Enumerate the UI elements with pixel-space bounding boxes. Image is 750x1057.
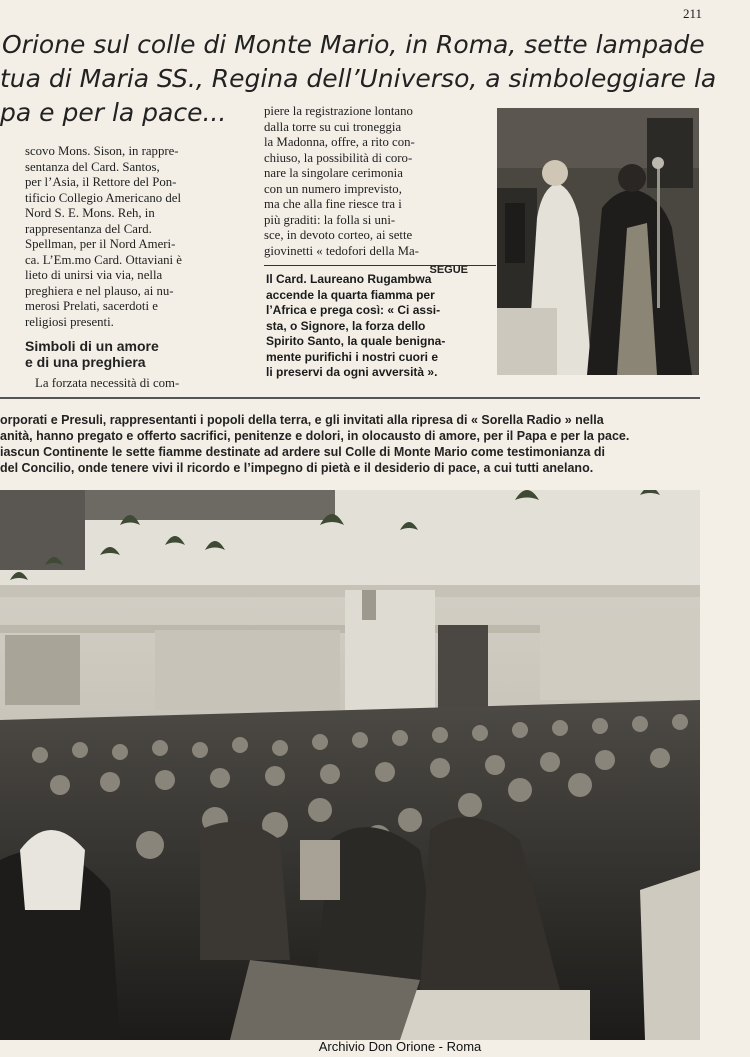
assembly-hall-photo [0, 490, 700, 1040]
col2-line: nare la singolare cerimonia [264, 166, 403, 180]
photo-caption-line: mente purifichi i nostri cuori e [266, 349, 439, 364]
col1-line: ca. L’Em.mo Card. Ottaviani è [25, 252, 182, 267]
col1-line: merosi Prelati, sacerdoti e [25, 299, 158, 313]
col1-line: Spellman, per il Nord Ameri- [25, 237, 176, 251]
col1-line: preghiera e nel plauso, ai nu- [25, 283, 174, 298]
col2-line: piere la registrazione lontano [264, 104, 413, 118]
col1-line: rappresentanza del Card. [25, 221, 152, 236]
col1-line: sentanza del Card. Santos, [25, 159, 160, 174]
col1-line: tificio Collegio Americano del [25, 190, 182, 205]
cardinal-lighting-flame-photo [497, 108, 699, 375]
col2-line: ma che alla fine riesce tra i [264, 197, 402, 211]
subheading-line-2: e di una preghiera [25, 354, 146, 370]
photo-caption-line: Spirito Santo, la quale benigna- [266, 334, 446, 348]
col1-line: lieto di unirsi via via, nella [25, 268, 163, 282]
text-column-2 [264, 104, 468, 279]
col2-line: chiuso, la possibilità di coro- [264, 150, 413, 165]
main-caption-line: del Concilio, onde tenere vivi il ricordo e l’impegno di pietà e il desiderio di pace, a cui tutti anelano. [0, 461, 594, 475]
col2-line: più graditi: la folla si uni- [264, 212, 396, 227]
main-caption-line: iascun Continente le sette fiamme destinate ad ardere sul Colle di Monte Mario come testimonianza di [0, 445, 605, 459]
photo-caption-line: l’Africa e prega così: « Ci assi- [266, 303, 441, 317]
page-number: 211 [682, 6, 702, 21]
photo-caption-line: accende la quarta fiamma per [266, 287, 435, 302]
subheading-line-1: Simboli di un amore [25, 338, 159, 354]
text-column-1 [25, 144, 225, 392]
headline-line-3: pa e per la pace... [0, 98, 227, 127]
col2-line: sce, in devoto corteo, ai sette [264, 228, 413, 242]
col2-line: giovinetti « tedofori della Ma- [264, 243, 419, 258]
col2-line: con un numero imprevisto, [264, 181, 402, 196]
photo-caption-line: sta, o Signore, la forza dello [266, 318, 426, 333]
section-separator [0, 397, 700, 399]
main-caption-line: anità, hanno pregato e offerto sacrifici, penitenze e dolori, in olocausto di amore, per il Papa e per la pace. [0, 429, 630, 443]
caption-divider [264, 265, 496, 266]
photo-caption-line: Il Card. Laureano Rugambwa [266, 272, 432, 286]
segue-label: SEGUE [429, 264, 468, 276]
col1-line: religiosi presenti. [25, 314, 114, 329]
photo-caption-line: li preservi da ogni avversità ». [266, 365, 438, 379]
main-photo-caption [0, 412, 700, 476]
col1-line: scovo Mons. Sison, in rappre- [25, 144, 179, 158]
archive-footer: Archivio Don Orione - Roma [318, 1039, 482, 1054]
headline-line-1: Orione sul colle di Monte Mario, in Roma, sette lampade [2, 30, 705, 59]
photo-caption [266, 272, 470, 381]
headline-line-2: tua di Maria SS., Regina dell’Universo, a simboleggiare la [0, 64, 717, 93]
col2-line: dalla torre su cui troneggia [264, 119, 402, 134]
main-caption-line: orporati e Presuli, rappresentanti i popoli della terra, e gli invitati alla ripresa di « Sorella Radio » nella [0, 413, 604, 427]
col1-line: per l’Asia, il Rettore del Pon- [25, 175, 177, 189]
section-subheading [25, 338, 225, 370]
col2-line: la Madonna, offre, a rito con- [264, 135, 415, 149]
col1-closing-line: La forzata necessità di com- [35, 376, 180, 390]
col1-line: Nord S. E. Mons. Reh, in [25, 206, 155, 220]
